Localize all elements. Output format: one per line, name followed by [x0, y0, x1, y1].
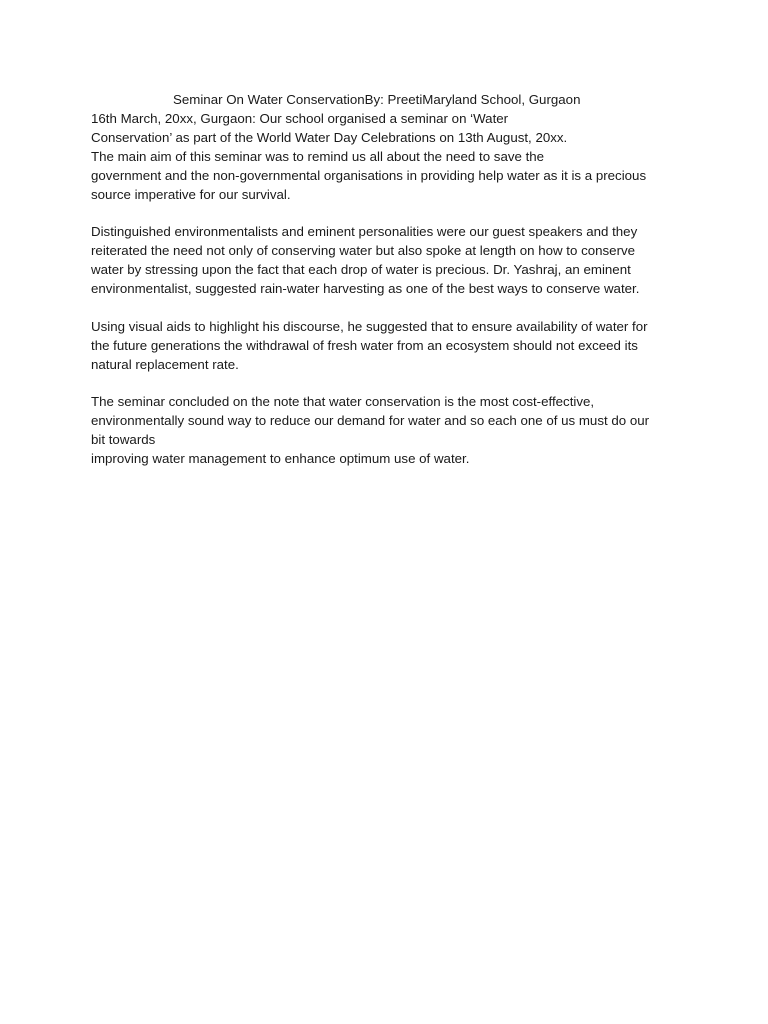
text-line: improving water management to enhance optimum use of water.	[91, 451, 470, 467]
paragraph-gap	[91, 204, 691, 223]
text-line: reiterated the need not only of conserving water but also spoke at length on how to conserve	[91, 243, 636, 259]
text-line: Conservation’ as part of the World Water Day Celebrations on 13th August, 20xx.	[91, 129, 568, 145]
paragraph-1	[91, 110, 691, 205]
text-line: source imperative for our survival.	[91, 186, 291, 202]
paragraph-gap	[91, 375, 691, 394]
text-line: water by stressing upon the fact that each drop of water is precious. Dr. Yashraj, an eminent	[91, 262, 631, 278]
document-body	[91, 91, 691, 469]
document-title: Seminar On Water ConservationBy: PreetiMaryland School, Gurgaon	[173, 92, 581, 107]
text-line: environmentally sound way to reduce our demand for water and so each one of us must do our	[91, 413, 650, 429]
text-line: the future generations the withdrawal of fresh water from an ecosystem should not exceed its	[91, 337, 638, 353]
text-line: 16th March, 20xx, Gurgaon: Our school organised a seminar on ‘Water	[91, 110, 509, 126]
text-line: Using visual aids to highlight his discourse, he suggested that to ensure availability of water for	[91, 318, 648, 334]
paragraph-2	[91, 223, 691, 299]
text-line: Distinguished environmentalists and eminent personalities were our guest speakers and they	[91, 224, 638, 240]
text-line: bit towards	[91, 432, 156, 448]
paragraph-4	[91, 393, 691, 469]
text-line: government and the non-governmental organisations in providing help water as it is a precious	[91, 167, 647, 183]
text-line: natural replacement rate.	[91, 356, 239, 372]
paragraph-gap	[91, 299, 691, 318]
text-line: The main aim of this seminar was to remind us all about the need to save the	[91, 148, 545, 164]
text-line: The seminar concluded on the note that water conservation is the most cost-effective,	[91, 394, 595, 410]
paragraph-3	[91, 318, 691, 375]
text-line: environmentalist, suggested rain-water harvesting as one of the best ways to conserve water.	[91, 281, 640, 297]
